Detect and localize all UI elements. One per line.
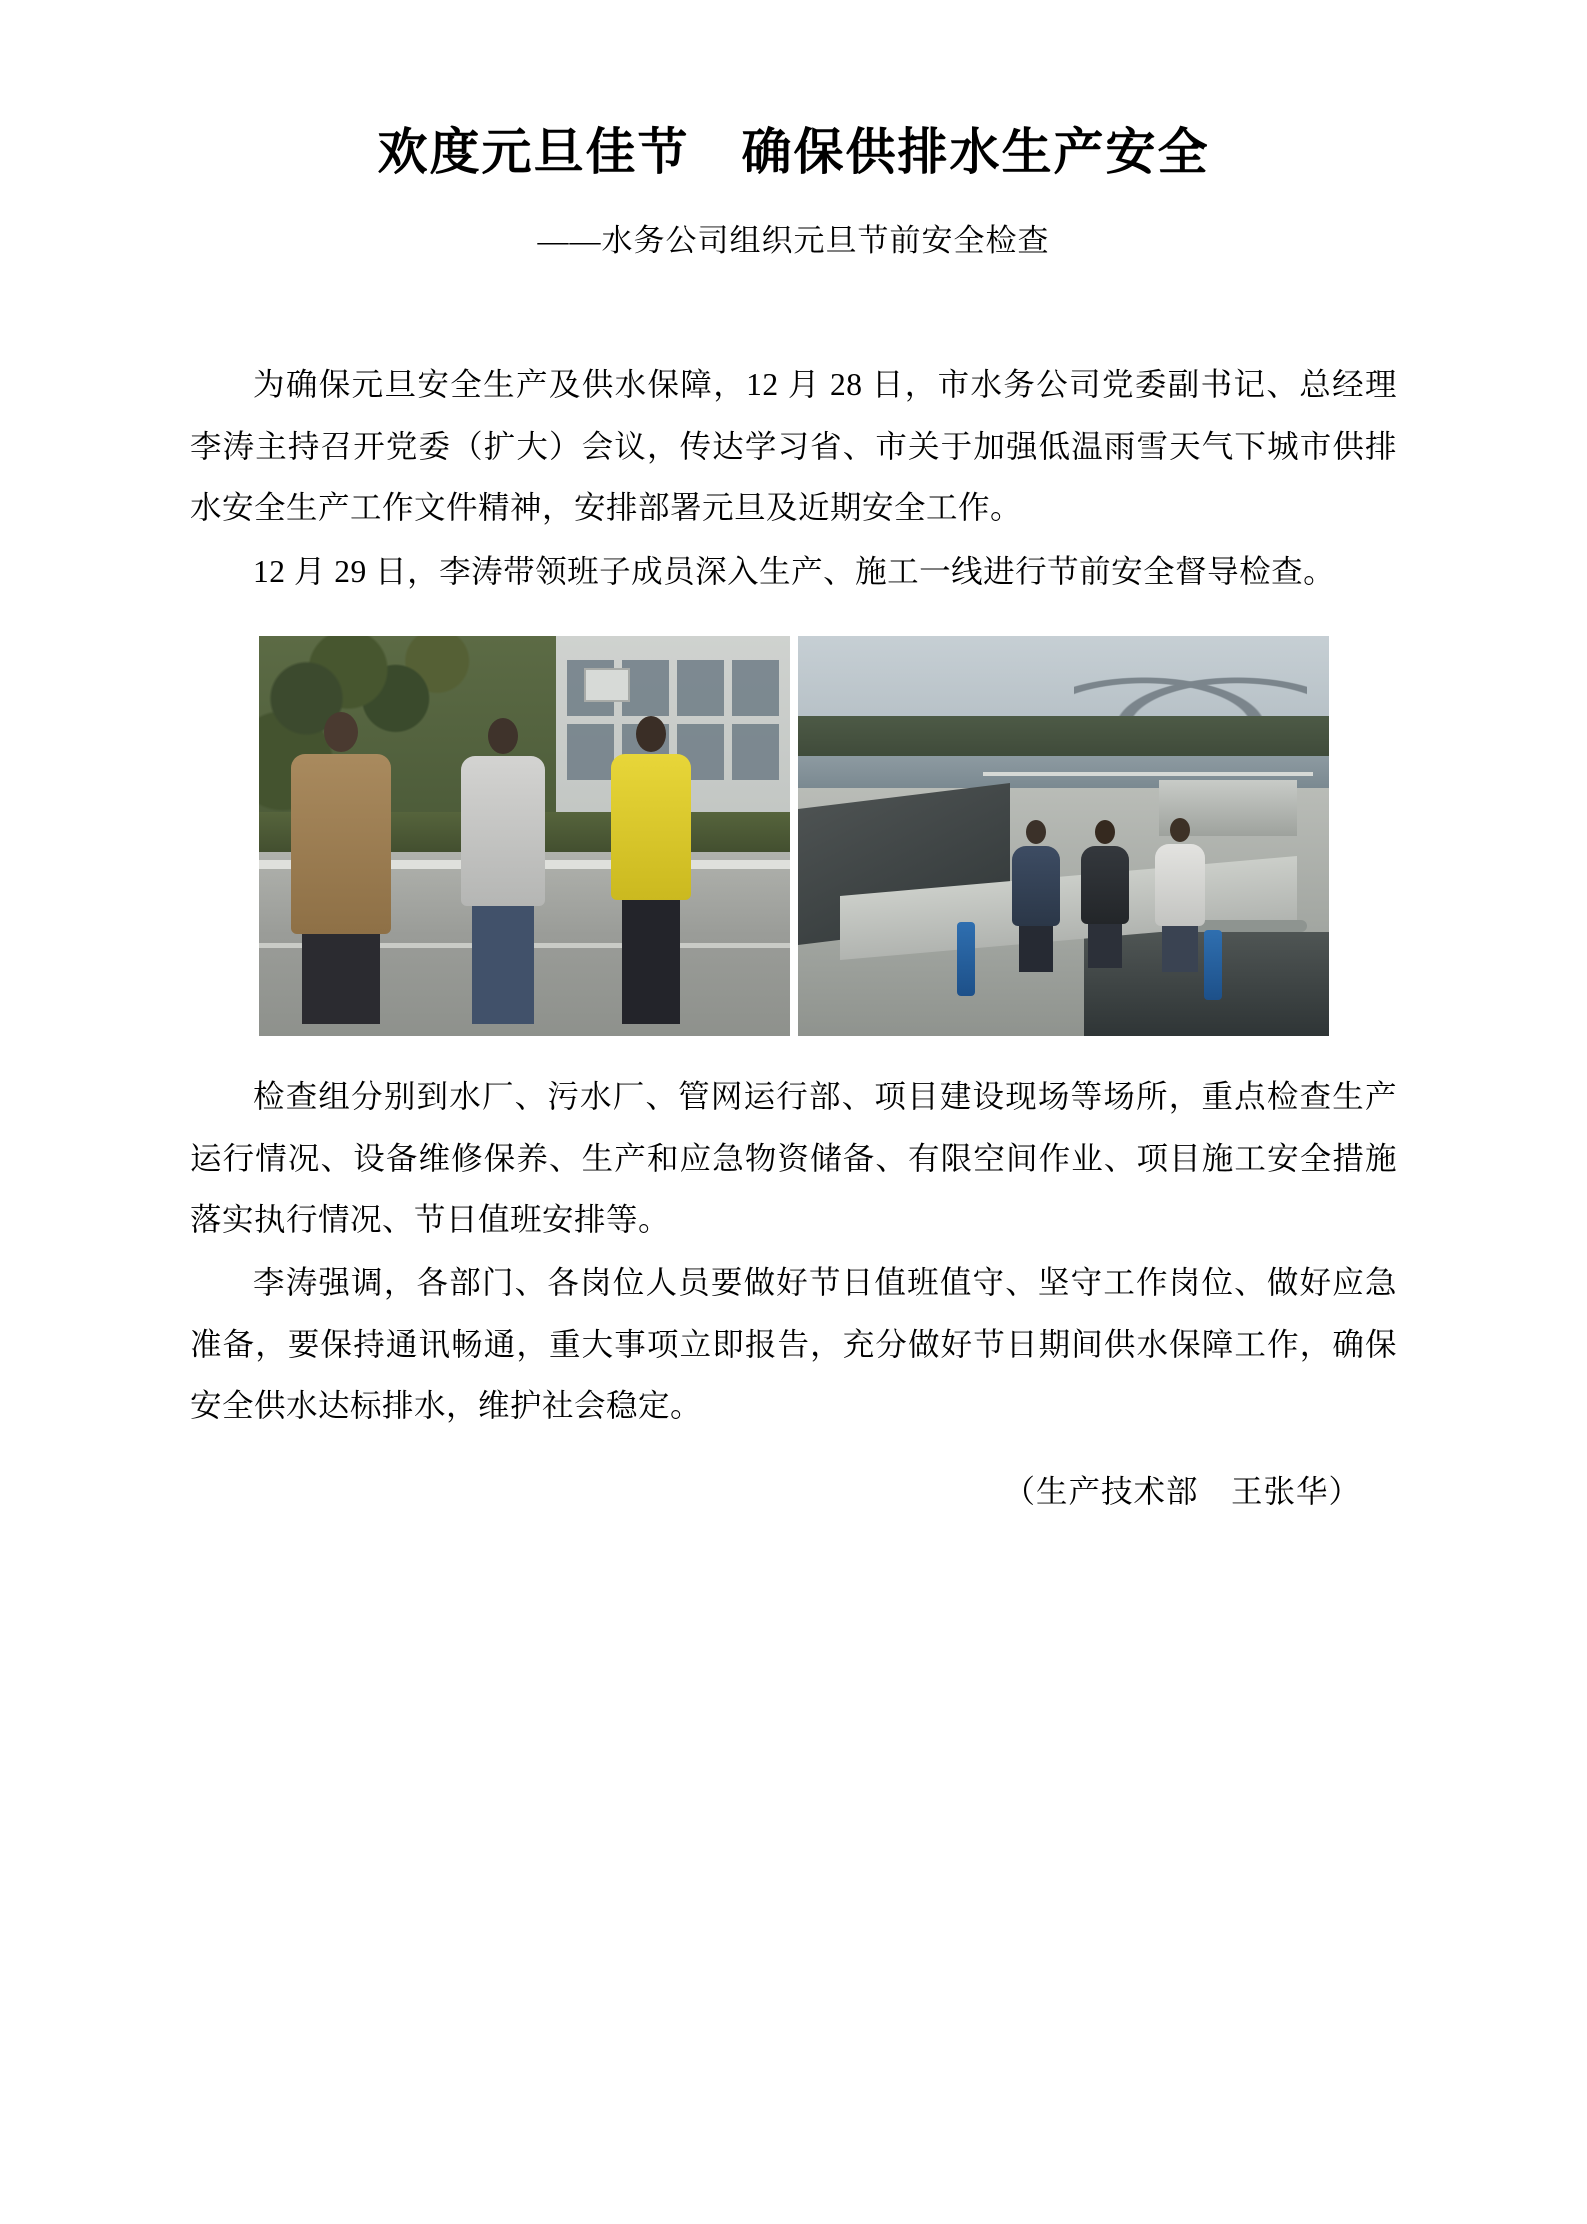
paragraph-4: 李涛强调，各部门、各岗位人员要做好节日值班值守、坚守工作岗位、做好应急准备，要保持通讯畅通，重大事项立即报告，充分做好节日期间供水保障工作，确保安全供水达标排水，维护社会稳定。 bbox=[190, 1265, 1397, 1424]
inspector-in-white-jacket bbox=[1153, 818, 1207, 972]
person-in-grey-coat bbox=[460, 718, 546, 1024]
paragraph-2: 12 月 29 日，李涛带领班子成员深入生产、施工一线进行节前安全督导检查。 bbox=[253, 553, 1336, 589]
page-title: 欢度元旦佳节 确保供排水生产安全 bbox=[377, 124, 1210, 180]
paragraph-3: 检查组分别到水厂、污水厂、管网运行部、项目建设现场等场所，重点检查生产运行情况、设备维修保养、生产和应急物资储备、有限空间作业、项目施工安全措施落实执行情况、节日值班安排等。 bbox=[190, 1079, 1397, 1237]
inspector-in-blue-jacket bbox=[1010, 820, 1062, 972]
handrail bbox=[983, 772, 1312, 776]
inspector-in-dark-jacket bbox=[1079, 820, 1131, 968]
paragraph-1: 为确保元旦安全生产及供水保障，12 月 28 日，市水务公司党委副书记、总经理李涛主持召开党委（扩大）会议，传达学习省、市关于加强低温雨雪天气下城市供排水安全生产工作文件精神，安排部署元旦及近期安全工作。 bbox=[190, 367, 1397, 526]
air-conditioner-unit bbox=[584, 668, 630, 702]
photo-site-inspection-outdoor bbox=[259, 636, 790, 1036]
blue-valve-left bbox=[957, 922, 975, 996]
signature: （生产技术部 王张华） bbox=[1003, 1473, 1361, 1509]
person-in-yellow-jacket bbox=[609, 716, 693, 1024]
page-subtitle: ——水务公司组织元旦节前安全检查 bbox=[537, 223, 1050, 258]
photo-row bbox=[190, 636, 1397, 1036]
person-in-tan-coat bbox=[290, 712, 392, 1024]
photo-wastewater-plant-inspection bbox=[798, 636, 1329, 1036]
